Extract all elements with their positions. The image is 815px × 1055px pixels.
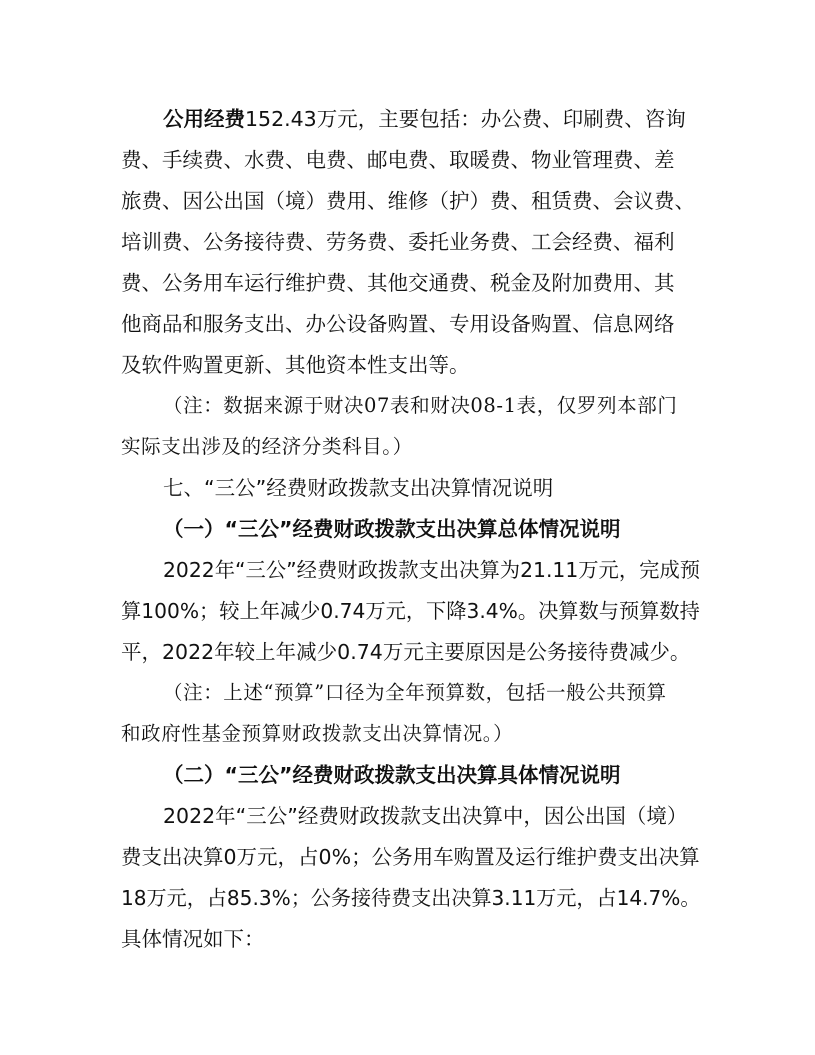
public-funds-term: 公用经费 xyxy=(163,107,245,131)
public-funds-line-1-text: 152.43万元，主要包括：办公费、印刷费、咨询 xyxy=(245,107,686,131)
note-1-line-2: 实际支出涉及的经济分类科目。） xyxy=(121,435,413,458)
subsection-2-line-2: 费支出决算0万元，占0%；公务用车购置及运行维护费支出决算 xyxy=(121,845,700,869)
public-funds-line-6: 他商品和服务支出、办公设备购置、专用设备购置、信息网络 xyxy=(121,312,675,336)
note-2-line-1: （注：上述“预算”口径为全年预算数，包括一般公共预算 xyxy=(163,681,667,704)
public-funds-line-5: 费、公务用车运行维护费、其他交通费、税金及附加费用、其 xyxy=(121,271,675,295)
subsection-2-line-4: 具体情况如下： xyxy=(121,927,265,951)
subsection-1-line-3: 平，2022年较上年减少0.74万元主要原因是公务接待费减少。 xyxy=(121,640,691,664)
subsection-1-heading: （一）“三公”经费财政拨款支出决算总体情况说明 xyxy=(163,517,621,541)
subsection-2-line-3: 18万元，占85.3%；公务接待费支出决算3.11万元，占14.7%。 xyxy=(121,886,701,910)
subsection-1-line-1: 2022年“三公”经费财政拨款支出决算为21.11万元，完成预 xyxy=(163,558,701,582)
public-funds-line-4: 培训费、公务接待费、劳务费、委托业务费、工会经费、福利 xyxy=(121,230,675,254)
public-funds-line-2: 费、手续费、水费、电费、邮电费、取暖费、物业管理费、差 xyxy=(121,148,675,172)
subsection-1-line-2: 算100%；较上年减少0.74万元，下降3.4%。决算数与预算数持 xyxy=(121,599,700,623)
public-funds-line-7: 及软件购置更新、其他资本性支出等。 xyxy=(121,353,470,377)
note-2-line-2: 和政府性基金预算财政拨款支出决算情况。） xyxy=(121,722,514,745)
subsection-2-line-1: 2022年“三公”经费财政拨款支出决算中，因公出国（境） xyxy=(163,804,688,828)
note-1-line-1: （注：数据来源于财决07表和财决08-1表，仅罗列本部门 xyxy=(163,394,678,417)
subsection-2-heading: （二）“三公”经费财政拨款支出决算具体情况说明 xyxy=(163,763,621,787)
section-7-heading: 七、“三公”经费财政拨款支出决算情况说明 xyxy=(163,476,554,500)
public-funds-line-1 xyxy=(163,104,693,134)
public-funds-line-3: 旅费、因公出国（境）费用、维修（护）费、租赁费、会议费、 xyxy=(121,189,695,213)
